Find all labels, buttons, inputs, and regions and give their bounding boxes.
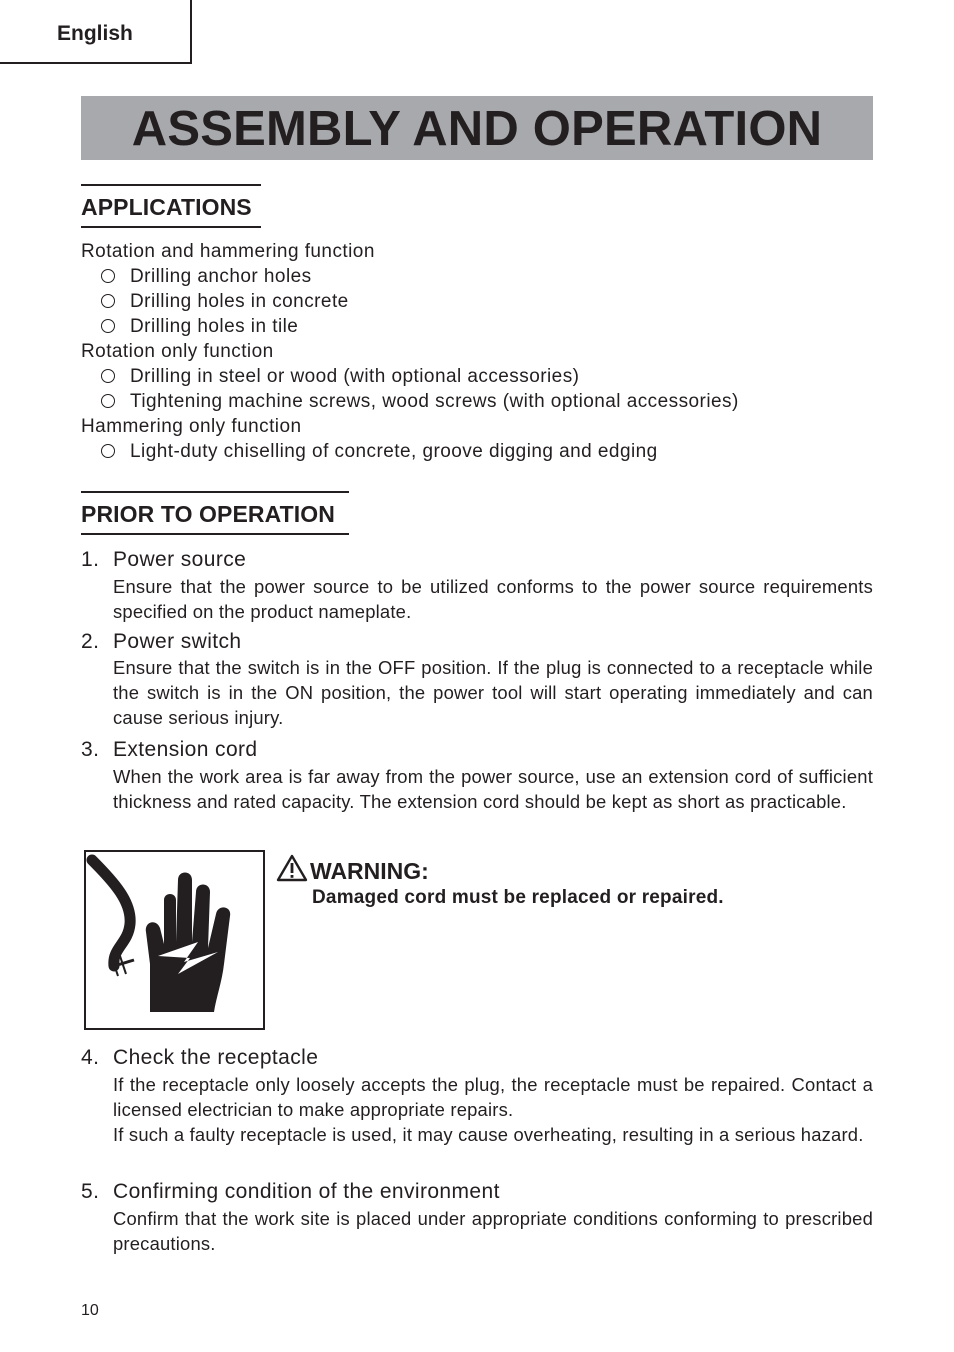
item-title: Check the receptacle — [113, 1046, 319, 1069]
prior-heading: PRIOR TO OPERATION — [81, 491, 349, 535]
item-text: Ensure that the switch is in the OFF position. If the plug is connected to a receptacle while the switch is in the ON position, the power tool will start operating immediately and can cause serious injury. — [113, 657, 873, 728]
group-label: Rotation and hammering function — [81, 241, 375, 262]
page-number: 10 — [81, 1302, 99, 1319]
bullet-circle-icon — [101, 319, 115, 333]
item-number: 1. — [81, 548, 100, 571]
item-title: Power source — [113, 548, 247, 571]
item-text: If the receptacle only loosely accepts the plug, the receptacle must be repaired. Contact a licensed electrician to make appropriate repairs. If such a faulty receptacle is used, it may cause overheating, resulting in a serious hazard. — [113, 1074, 873, 1145]
list-item: Light-duty chiselling of concrete, groove digging and edging — [101, 439, 658, 464]
group-label: Hammering only function — [81, 416, 302, 437]
page-title: ASSEMBLY AND OPERATION — [81, 96, 873, 160]
electric-shock-hand-icon — [86, 852, 263, 1028]
language-tab — [0, 0, 192, 64]
item-title: Power switch — [113, 630, 242, 653]
warning-label: WARNING: — [310, 858, 429, 884]
bullet-circle-icon — [101, 394, 115, 408]
list-item: Drilling anchor holes — [101, 264, 312, 289]
list-item: Drilling holes in concrete — [101, 289, 349, 314]
list-item: Drilling in steel or wood (with optional accessories) — [101, 364, 579, 389]
warning-heading — [276, 854, 429, 886]
item-title: Extension cord — [113, 738, 258, 761]
list-item: Tightening machine screws, wood screws (with optional accessories) — [101, 389, 739, 414]
item-title: Confirming condition of the environment — [113, 1180, 500, 1203]
language-label: English — [57, 22, 133, 45]
item-text: Ensure that the power source to be utilized conforms to the power source requirements specified on the product nameplate. — [113, 576, 873, 622]
item-number: 5. — [81, 1180, 100, 1203]
item-text: When the work area is far away from the power source, use an extension cord of sufficient thickness and rated capacity. The extension cord should be kept as short as practicable. — [113, 766, 873, 812]
bullet-circle-icon — [101, 294, 115, 308]
item-text: Confirm that the work site is placed under appropriate conditions conforming to prescribed precautions. — [113, 1208, 873, 1254]
item-number: 3. — [81, 738, 100, 761]
bullet-circle-icon — [101, 444, 115, 458]
warning-triangle-icon — [276, 854, 308, 882]
bullet-circle-icon — [101, 269, 115, 283]
applications-heading: APPLICATIONS — [81, 184, 261, 228]
bullet-circle-icon — [101, 369, 115, 383]
group-label: Rotation only function — [81, 341, 274, 362]
shock-hazard-figure — [84, 850, 265, 1030]
item-number: 4. — [81, 1046, 100, 1069]
list-item: Drilling holes in tile — [101, 314, 298, 339]
item-number: 2. — [81, 630, 100, 653]
warning-text: Damaged cord must be replaced or repaired. — [312, 887, 724, 908]
